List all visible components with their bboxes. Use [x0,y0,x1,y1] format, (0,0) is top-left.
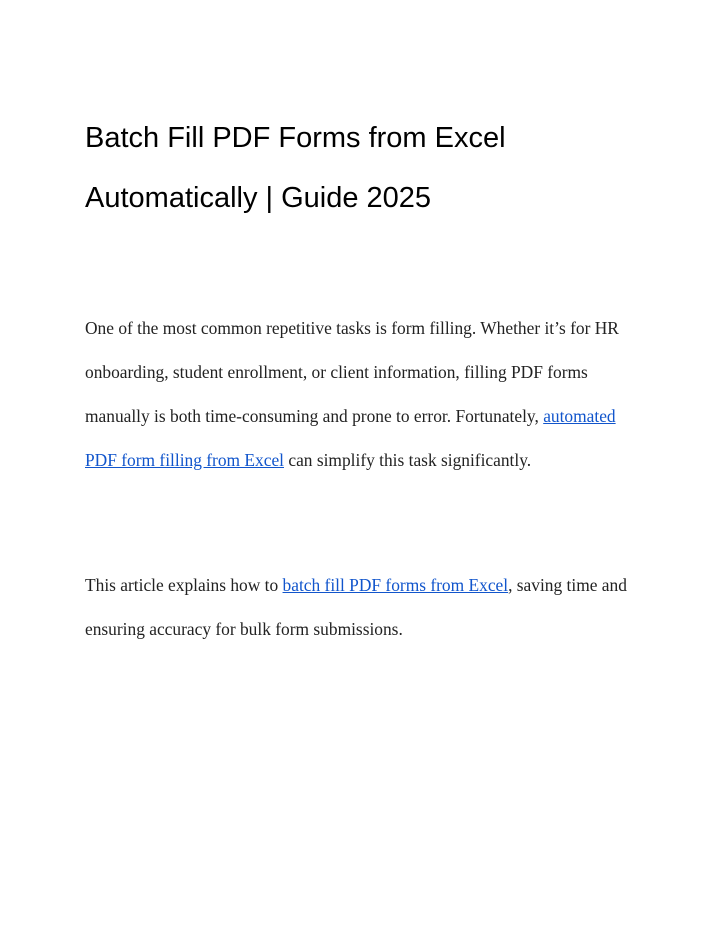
batch-fill-pdf-forms-link[interactable]: batch fill PDF forms from Excel [282,575,509,595]
intro-text-after-link: can simplify this task significantly. [284,450,532,470]
page-title [85,108,685,228]
summary-text-after-link: , saving time and ensuring accuracy for bulk form submissions. [85,575,627,639]
title-line-2: Automatically | Guide 2025 [85,182,432,214]
article-summary-paragraph [85,563,645,651]
title-line-1: Batch Fill PDF Forms from Excel [85,122,506,154]
intro-paragraph [85,306,645,482]
intro-text-before-link: One of the most common repetitive tasks is form filling. Whether it’s for HR onboarding, student enrollment, or client information, filling PDF forms manually is both time-consuming and prone to error. Fortunately, [85,318,619,426]
summary-text-before-link: This article explains how to [85,575,283,595]
automated-pdf-form-filling-link[interactable]: automated PDF form filling from Excel [85,406,616,470]
